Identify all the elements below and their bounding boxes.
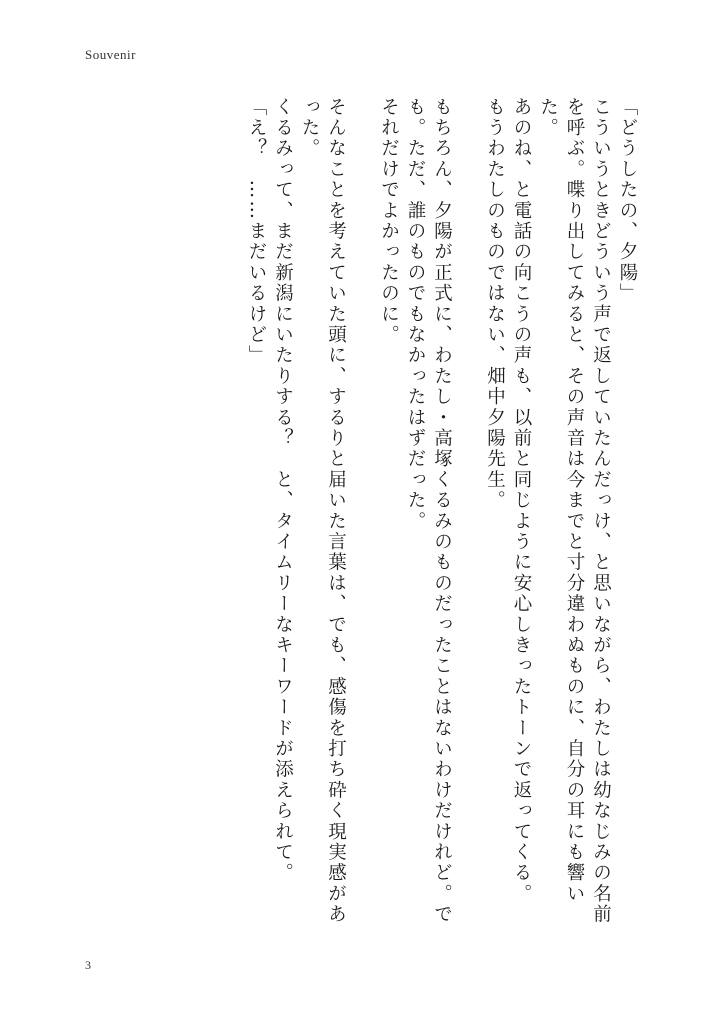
paragraph: それだけでよかったのに。 xyxy=(378,97,400,346)
vertical-text-block xyxy=(80,97,640,927)
running-header: Souvenir xyxy=(85,47,136,62)
text-body xyxy=(80,97,640,937)
paragraph: 「え？ ……まだいるけど」 xyxy=(246,97,267,367)
paragraph: あのね、と電話の向こうの声も、以前と同じように安心しきったトーンで返ってくる。 xyxy=(511,97,532,905)
paragraph: もちろん、夕陽が正式に、わたし・高塚くるみのものだったことはないわけだけれど。でも。ただ、誰のものでもなかったはずだった。 xyxy=(405,97,453,925)
paragraph: 「どうしたの、夕陽」 xyxy=(617,97,638,304)
paragraph: もうわたしのものではない、畑中夕陽先生。 xyxy=(484,97,506,511)
page-number: 3 xyxy=(85,958,91,972)
paragraph: くるみって、まだ新潟にいたりする？ と、タイムリーなキーワードが添えられて。 xyxy=(272,97,294,884)
paragraph: こういうときどういう声で返していたんだっけ、と思いながら、わたしは幼なじみの名前を呼ぶ。喋り出してみると、その声音は今までと寸分違わぬものに、自分の耳にも響いた。 xyxy=(537,97,612,925)
paragraph: そんなことを考えていた頭に、するりと届いた言葉は、でも、感傷を打ち砕く現実感があった。 xyxy=(299,97,347,925)
blank-line xyxy=(455,97,482,927)
blank-line xyxy=(349,97,376,927)
